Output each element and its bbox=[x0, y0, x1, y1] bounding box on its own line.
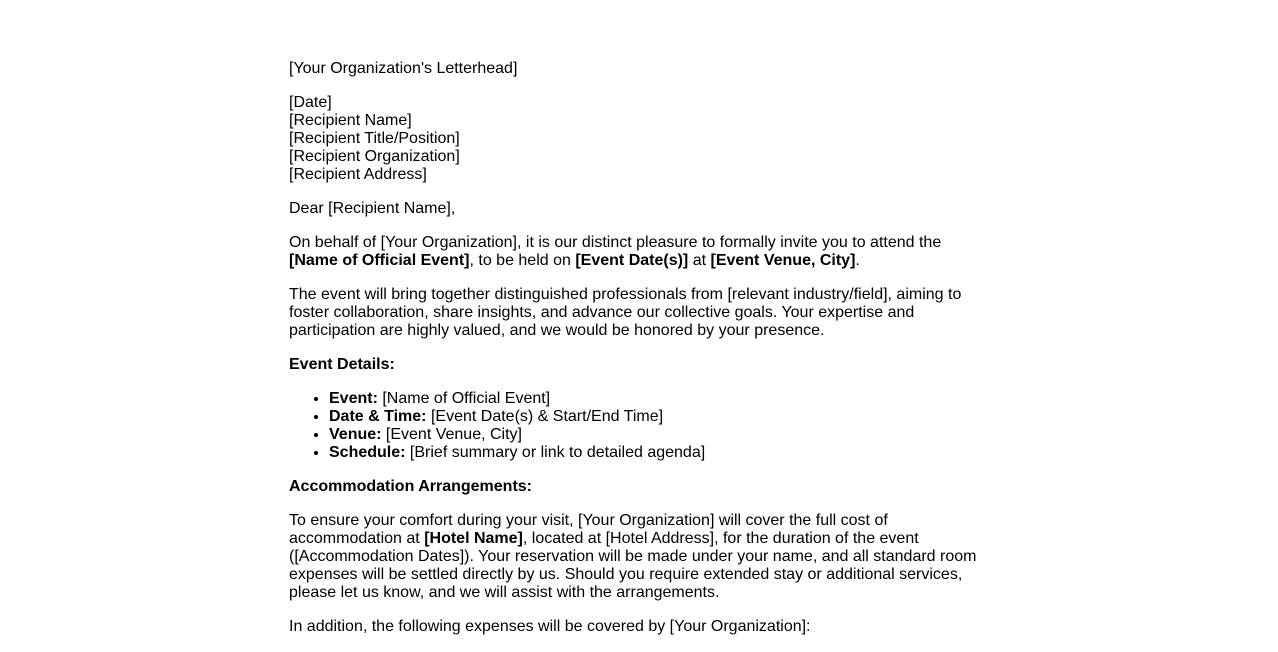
expenses-intro: In addition, the following expenses will be covered by [Your Organization]: bbox=[289, 618, 811, 635]
accommodation-heading: Accommodation Arrangements: bbox=[289, 478, 532, 495]
detail-value: [Event Date(s) & Start/End Time] bbox=[426, 408, 664, 425]
intro-text-3: at bbox=[688, 252, 711, 269]
accommodation-hotel-name: [Hotel Name] bbox=[424, 530, 523, 547]
address-block bbox=[289, 94, 989, 184]
letter-body bbox=[289, 60, 989, 652]
intro-event-venue: [Event Venue, City] bbox=[710, 252, 856, 269]
date-line: [Date] bbox=[289, 94, 332, 111]
detail-label: Venue: bbox=[329, 426, 382, 443]
event-details-heading: Event Details: bbox=[289, 356, 395, 373]
letterhead: [Your Organization's Letterhead] bbox=[289, 60, 518, 77]
purpose-paragraph: The event will bring together distinguished professionals from [relevant industry/field], aiming to foster collaboration, share insights, and advance our collective goals. Your expertise and participation are highly valued, and we would be honored by your presence. bbox=[289, 286, 962, 339]
intro-text-4: . bbox=[855, 252, 860, 269]
intro-text-2: , to be held on bbox=[469, 252, 576, 269]
recipient-title-line: [Recipient Title/Position] bbox=[289, 130, 460, 147]
recipient-organization-line: [Recipient Organization] bbox=[289, 148, 460, 165]
detail-value: [Event Venue, City] bbox=[381, 426, 522, 443]
recipient-address-line: [Recipient Address] bbox=[289, 166, 427, 183]
intro-event-date: [Event Date(s)] bbox=[575, 252, 689, 269]
detail-label: Schedule: bbox=[329, 444, 406, 461]
list-item bbox=[329, 390, 989, 408]
event-details-list bbox=[289, 390, 989, 462]
detail-value: [Name of Official Event] bbox=[377, 390, 551, 407]
list-item bbox=[329, 408, 989, 426]
detail-value: [Brief summary or link to detailed agenda] bbox=[405, 444, 706, 461]
salutation: Dear [Recipient Name], bbox=[289, 200, 456, 217]
accommodation-text-2: , located at [Hotel Address], for the duration of the event ([Accommodation Dates]). Your reservation will be made under your name, and all standard room expenses will be settled directly by us. Should you require extended stay or additional services, please let us know, and we will assist with the arrangements. bbox=[289, 530, 977, 601]
intro-text-1: On behalf of [Your Organization], it is our distinct pleasure to formally invite you to attend the bbox=[289, 234, 942, 251]
intro-paragraph bbox=[289, 234, 989, 270]
recipient-name-line: [Recipient Name] bbox=[289, 112, 412, 129]
intro-event-name: [Name of Official Event] bbox=[289, 252, 470, 269]
detail-label: Event: bbox=[329, 390, 378, 407]
detail-label: Date & Time: bbox=[329, 408, 427, 425]
accommodation-paragraph bbox=[289, 512, 989, 602]
accommodation-text-1: To ensure your comfort during your visit, [Your Organization] will cover the full cost of accommodation at bbox=[289, 512, 888, 547]
list-item bbox=[329, 444, 989, 462]
list-item bbox=[329, 426, 989, 444]
